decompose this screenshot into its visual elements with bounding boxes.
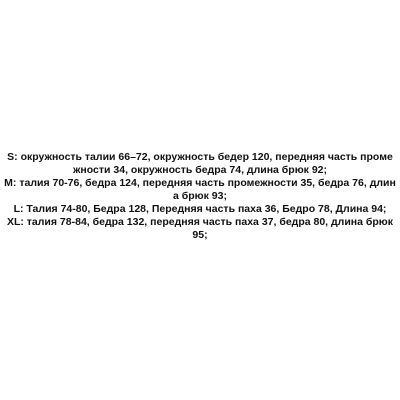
size-xl-line: XL: талия 78-84, бедра 132, передняя часть паха 37, бедра 80, длина брюк 95; xyxy=(6,216,394,241)
size-s-line: S: окружность талии 66–72, окружность бедер 120, передняя часть промежности 34, окружность бедра 74, длина брюк 92; xyxy=(7,151,393,176)
size-m-line: M: талия 70-76, бедра 124, передняя часть промежности 35, бедра 76, длина брюк 93; xyxy=(4,177,396,202)
size-chart-text xyxy=(4,151,396,242)
size-l-line: L: Талия 74-80, Бедра 128, Передняя часть паха 36, Бедро 78, Длина 94; xyxy=(13,203,387,215)
